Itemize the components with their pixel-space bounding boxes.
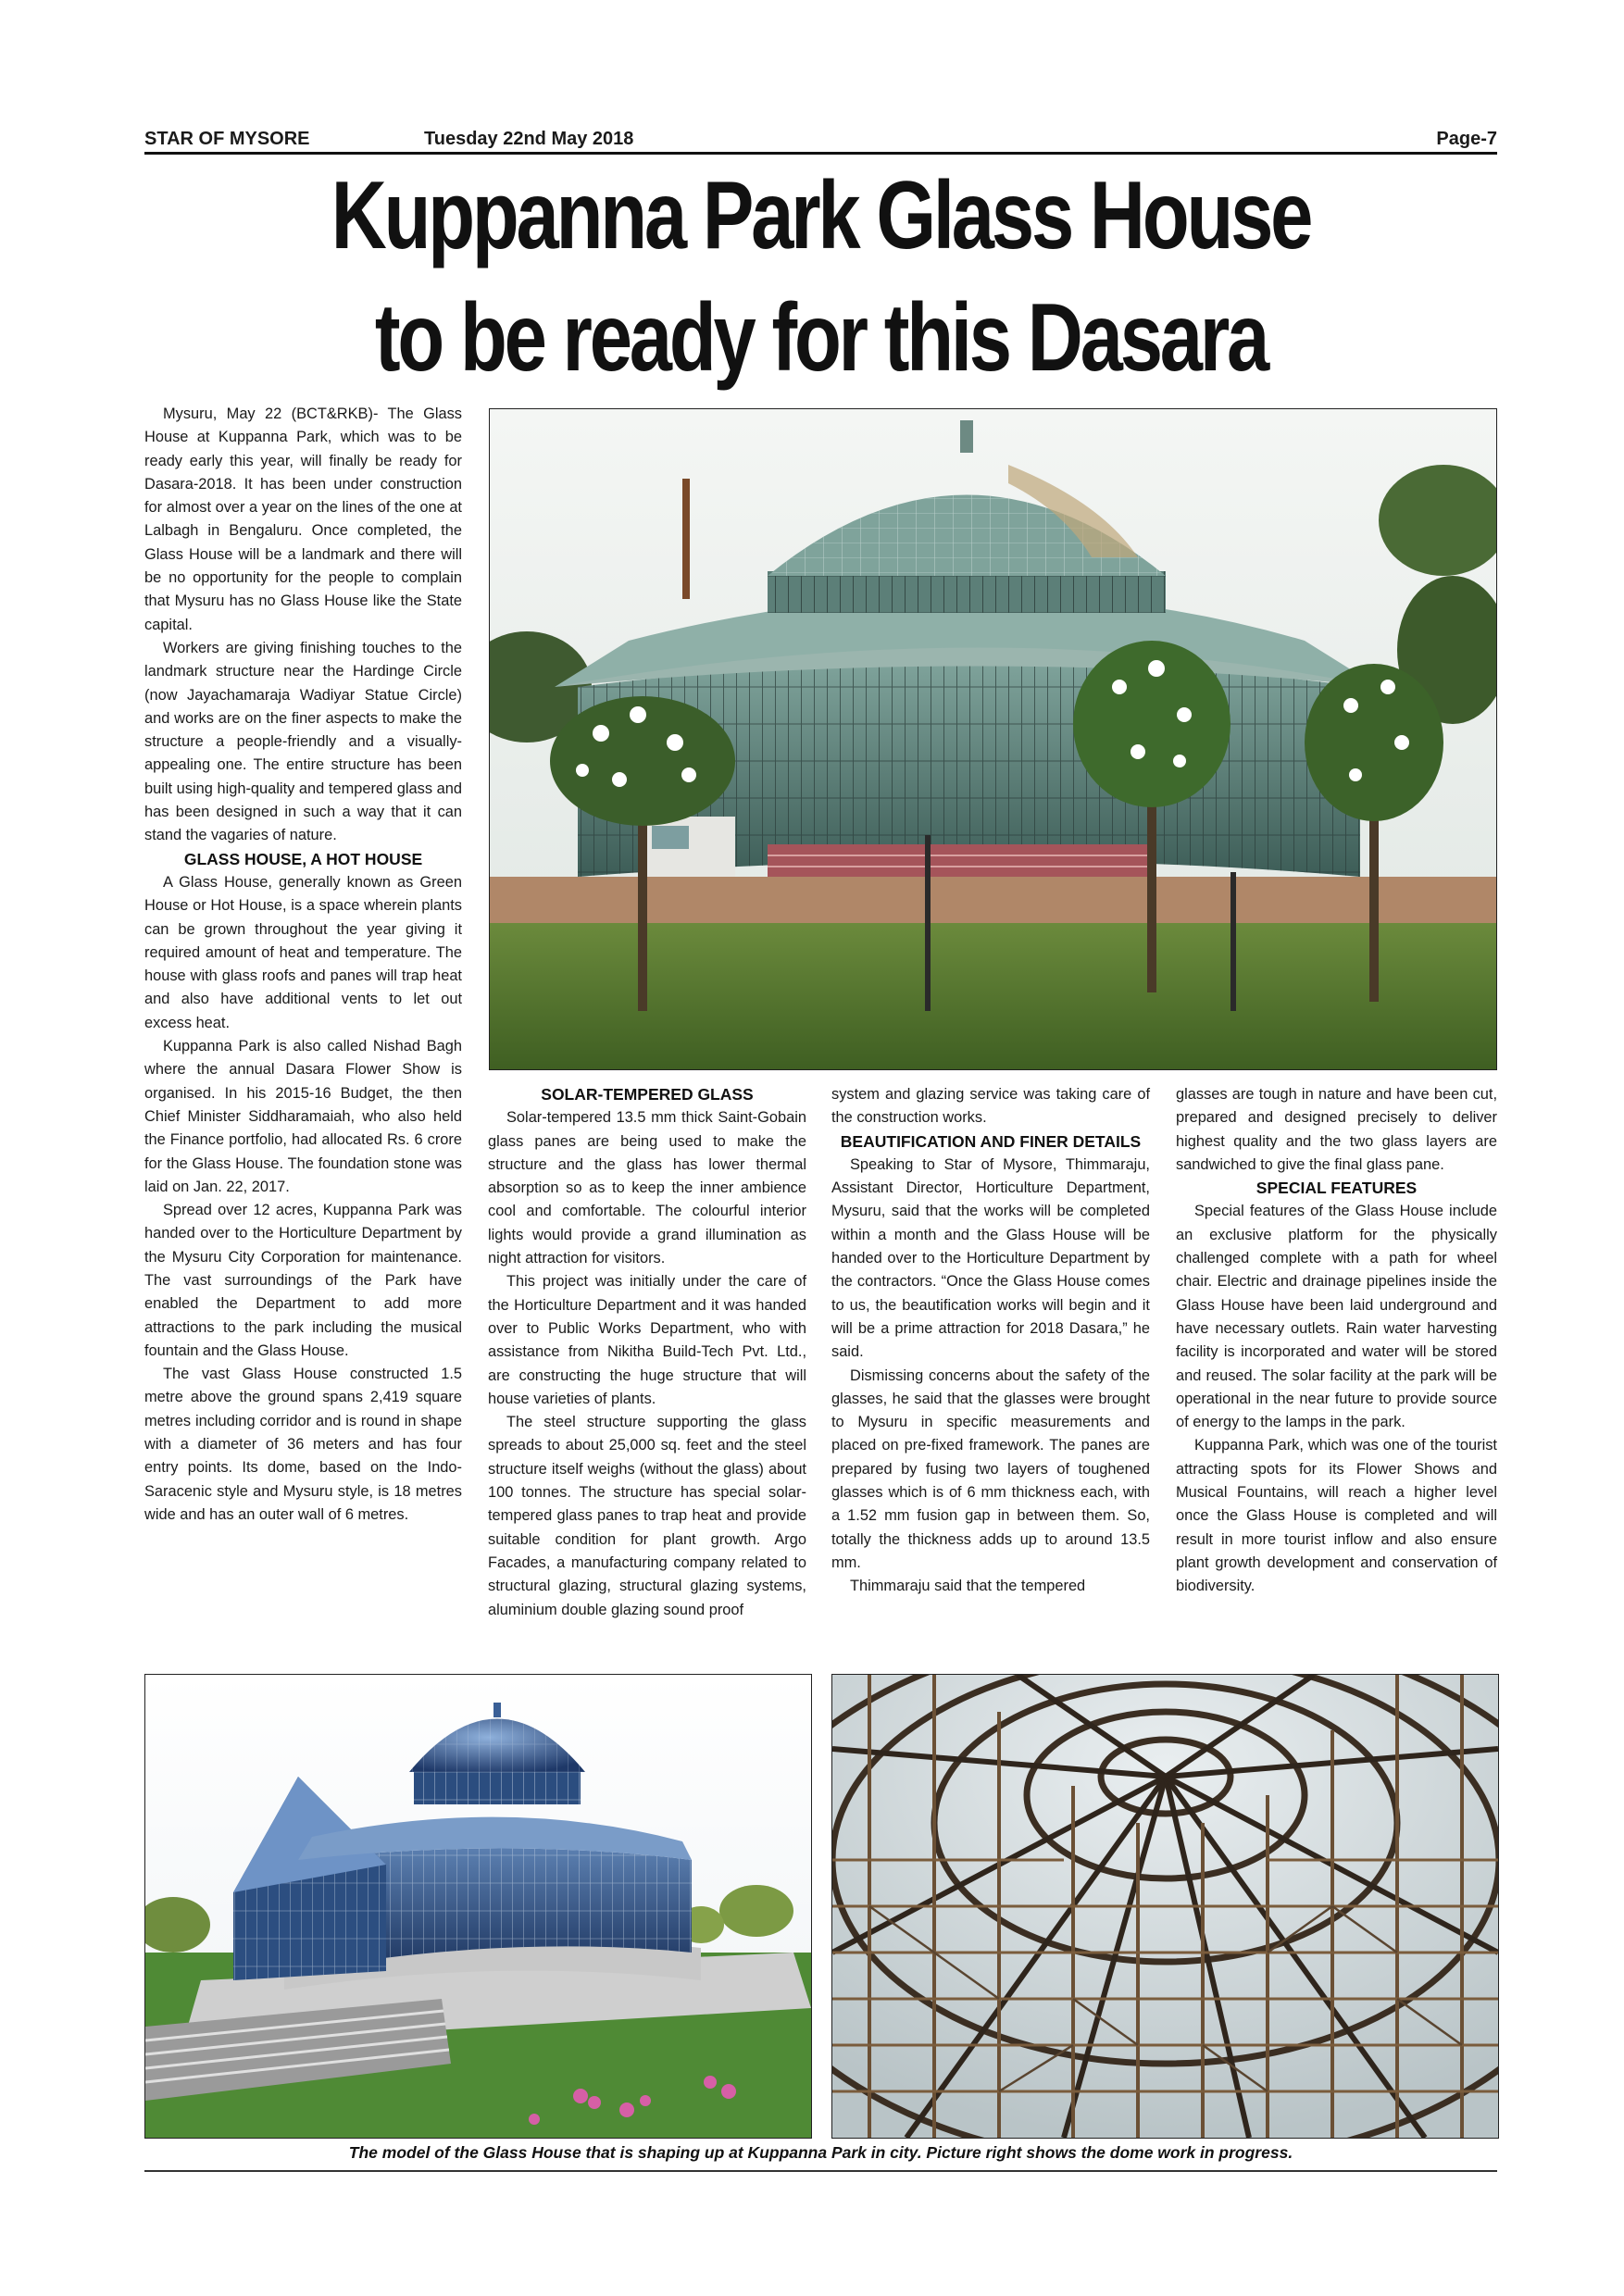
- article-column-1: [144, 403, 462, 1666]
- paragraph: A Glass House, generally known as Green House or Hot House, is a space wherein plants can be grown throughout the year giving it required amount of heat and temperature. The house with glass roofs and panes will trap heat and also have additional vents to let out excess heat.: [144, 873, 462, 1031]
- issue-date: Tuesday 22nd May 2018: [424, 129, 634, 149]
- paragraph: Solar-tempered 13.5 mm thick Saint-Gobain glass panes are being used to make the structure and the glass has lower thermal absorption so as to keep the inner ambience cool and comfortable. The colourful interior lights would provide a grand illumination as night attraction for visitors.: [488, 1109, 806, 1267]
- paragraph: The steel structure supporting the glass spreads to about 25,000 sq. feet and the steel structure itself weighs (without the glass) about 100 tonnes. The structure has special solar-tempered glass panes to trap heat and provide suitable condition for plant growth. Argo Facades, a manufacturing company related to structural glazing, structural glazing systems, aluminium double glazing sound proof: [488, 1414, 806, 1618]
- paragraph: glasses are tough in nature and have been cut, prepared and designed precisely to deliver highest quality and the two glass layers are sandwiched to give the final glass pane.: [1176, 1086, 1497, 1173]
- paragraph: Dismissing concerns about the safety of the glasses, he said that the glasses were brought to Mysuru in specific measurements and placed on pre-fixed framework. The panes are prepared by fusing two layers of toughened glasses which is of 6 mm thickness each, with a 1.52 mm fusion gap in between them. So, totally the thickness adds up to around 13.5 mm.: [831, 1366, 1150, 1571]
- subheading: GLASS HOUSE, A HOT HOUSE: [183, 849, 423, 868]
- paragraph: Special features of the Glass House include an exclusive platform for the physically challenged complete with a path for wheel chair. Electric and drainage pipelines inside the Glass House have been laid underground and have necessary outlets. Rain water harvesting facility is incorporated and water will be stored and reused. The solar facility at the park will be operational in the near future to provide source of energy to the lamps in the park.: [1176, 1203, 1497, 1431]
- paragraph: This project was initially under the care of the Horticulture Department and it was handed over to Public Works Department, who with assistance from Nikitha Build-Tech Pvt. Ltd., are constructing the huge structure that will house varieties of plants.: [488, 1273, 806, 1407]
- subheading: SPECIAL FEATURES: [1255, 1179, 1418, 1198]
- paragraph: system and glazing service was taking care of the construction works.: [831, 1086, 1150, 1127]
- glass-house-construction-photo: [489, 408, 1497, 1070]
- article-column-2: [488, 1083, 806, 1666]
- paragraph: Spread over 12 acres, Kuppanna Park was handed over to the Horticulture Department by the Mysuru City Corporation for maintenance. The vast surroundings of the Park have enabled the Department to add more attractions to the park including the musical fountain and the Glass House.: [144, 1202, 462, 1359]
- paragraph: Thimmaraju said that the tempered: [850, 1578, 1086, 1595]
- footer-rule: [144, 2170, 1497, 2172]
- paragraph: Workers are giving finishing touches to the landmark structure near the Hardinge Circle (now Jayachamaraja Wadiyar Statue Circle) and works are on the finer aspects to make the structure a people-friendly and a visually-appealing one. The entire structure has been built using high-quality and tempered glass and has been designed in such a way that it can stand the vagaries of nature.: [144, 639, 462, 844]
- dome-framework-photo: [831, 1674, 1499, 2139]
- subheading: BEAUTIFICATION AND FINER DETAILS: [840, 1131, 1142, 1151]
- masthead-rule: [144, 152, 1497, 155]
- article-column-3: [831, 1083, 1150, 1666]
- subheading: SOLAR-TEMPERED GLASS: [541, 1085, 754, 1104]
- page-number: Page-7: [1436, 129, 1497, 149]
- paragraph: Kuppanna Park is also called Nishad Bagh where the annual Dasara Flower Show is organised. In his 2015-16 Budget, the then Chief Minister Siddharamaiah, who also held the Finance portfolio, had allocated Rs. 6 crore for the Glass House. The foundation stone was laid on Jan. 22, 2017.: [144, 1038, 462, 1195]
- article-column-4: [1176, 1083, 1497, 1666]
- headline-line-1: Kuppanna Park Glass House: [331, 162, 1311, 269]
- paragraph: Kuppanna Park, which was one of the tourist attracting spots for its Flower Shows and Musical Fountains, will reach a higher level once the Glass House is completed and will result in more tourist inflow and also ensure plant growth development and conservation of biodiversity.: [1176, 1437, 1497, 1595]
- paragraph: The vast Glass House constructed 1.5 metre above the ground spans 2,419 square metres including corridor and is round in shape with a diameter of 36 meters and has four entry points. Its dome, based on the Indo-Saracenic style and Mysuru style, is 18 metres wide and has an outer wall of 6 metres.: [144, 1366, 462, 1523]
- paragraph: Speaking to Star of Mysore, Thimmaraju, Assistant Director, Horticulture Department, Mysuru, said that the works will be completed within a month and the Glass House will be handed over to the Horticulture Department by the contractors. “Once the Glass House comes to us, the beautification works will begin and it will be a prime attraction for 2018 Dasara,” he said.: [831, 1155, 1150, 1361]
- publication-name: STAR OF MYSORE: [144, 129, 310, 149]
- glass-house-model-render: [144, 1674, 812, 2139]
- paragraph: Mysuru, May 22 (BCT&RKB)- The Glass House at Kuppanna Park, which was to be ready early this year, will finally be ready for Dasara-2018. It has been under construction for almost over a year on the lines of the one at Lalbagh in Bengaluru. Once completed, the Glass House will be a landmark and there will be no opportunity for the people to complain that Mysuru has no Glass House like the State capital.: [144, 406, 462, 633]
- headline-line-2: to be ready for this Dasara: [374, 284, 1268, 392]
- photo-caption: The model of the Glass House that is shaping up at Kuppanna Park in city. Picture right shows the dome work in progress.: [348, 2143, 1293, 2162]
